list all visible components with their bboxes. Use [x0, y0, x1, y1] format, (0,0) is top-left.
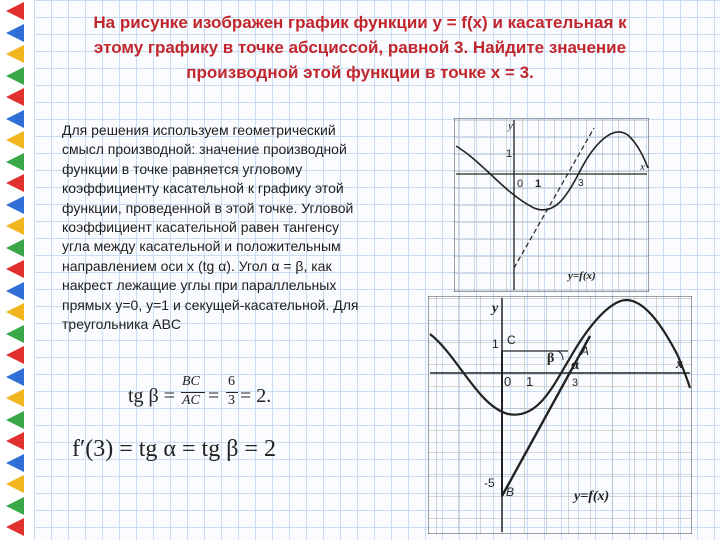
top-y-label: y	[508, 120, 513, 132]
triangle-ribbon-icon	[6, 368, 24, 386]
beta-label: β	[547, 351, 555, 366]
triangle-ribbon-icon	[6, 389, 24, 407]
triangle-ribbon	[0, 0, 34, 540]
bottom-one-y: 1	[492, 337, 499, 351]
bottom-three-x: 3	[572, 377, 579, 389]
solution-line: коэффициент касательной равен тангенсу	[62, 219, 340, 236]
title-line-2: этому графику в точке абсциссой, равной 3. Найдите значение	[93, 38, 627, 57]
top-graph	[454, 118, 649, 292]
triangle-ribbon-icon	[6, 454, 24, 472]
triangle-ribbon-icon	[6, 88, 24, 106]
triangle-ribbon-icon	[6, 518, 24, 536]
triangle-ribbon-icon	[6, 110, 24, 128]
bottom-x-label: x	[676, 357, 683, 372]
triangle-ribbon-icon	[6, 2, 24, 20]
solution-line: функции в точке равняется угловому	[62, 160, 303, 177]
triangle-ribbon-icon	[6, 153, 24, 171]
fraction-ac-denominator: AC	[182, 393, 200, 408]
formula-lhs: tg β =	[128, 385, 176, 407]
solution-text	[62, 121, 407, 334]
triangle-ribbon-icon	[6, 174, 24, 192]
fraction-denominator-three: 3	[228, 393, 235, 408]
bottom-minus-five: -5	[484, 476, 495, 490]
point-c-label: C	[507, 333, 516, 347]
solution-line: коэффициенту касательной к графику этой	[62, 180, 344, 197]
solution-line: прямых y=0, y=1 и секущей-касательной. Для	[62, 296, 359, 313]
top-graph-grid	[454, 118, 649, 292]
top-function-label: y=f(x)	[568, 270, 596, 282]
problem-title	[40, 10, 680, 85]
triangle-ribbon-icon	[6, 411, 24, 429]
triangle-ribbon-icon	[6, 475, 24, 493]
triangle-ribbon-icon	[6, 325, 24, 343]
triangle-ribbon-icon	[6, 497, 24, 515]
title-line-1: На рисунке изображен график функции y = f(x) и касательная к	[93, 13, 627, 32]
bottom-y-label: y	[492, 301, 499, 316]
alpha-label: α	[571, 358, 579, 373]
top-one-y: 1	[506, 148, 513, 160]
triangle-ribbon-icon	[6, 45, 24, 63]
triangle-ribbon-icon	[6, 432, 24, 450]
solution-line: треугольника ABC	[62, 316, 182, 333]
triangle-ribbon-icon	[6, 131, 24, 149]
solution-line: смысл производной: значение производной	[62, 141, 347, 158]
solution-line: функции, проведенной в этой точке. Угловой	[62, 199, 354, 216]
formula-equals: =	[208, 385, 220, 407]
bottom-graph	[428, 296, 692, 534]
solution-line: угла между касательной и положительным	[62, 238, 341, 255]
top-one-x: 1	[535, 178, 542, 190]
top-origin: 0	[517, 178, 524, 190]
point-b-label: B	[506, 485, 515, 499]
triangle-ribbon-icon	[6, 24, 24, 42]
triangle-ribbon-icon	[6, 217, 24, 235]
triangle-ribbon-icon	[6, 196, 24, 214]
point-a-label: A	[581, 344, 590, 358]
solution-line: накрест лежащие углы при параллельных	[62, 277, 337, 294]
bottom-one-x: 1	[526, 374, 534, 389]
triangle-ribbon-icon	[6, 303, 24, 321]
top-x-label: x	[640, 161, 645, 173]
derivative-formula: f′(3) = tg α = tg β = 2	[72, 436, 276, 462]
triangle-ribbon-icon	[6, 346, 24, 364]
triangle-ribbon-icon	[6, 239, 24, 257]
title-line-3: производной этой функции в точке x = 3.	[186, 63, 534, 82]
fraction-numerator-six: 6	[228, 374, 235, 389]
bottom-origin: 0	[504, 374, 512, 389]
solution-line: направлением оси x (tg α). Угол α = β, как	[62, 257, 332, 274]
triangle-ribbon-icon	[6, 67, 24, 85]
bottom-graph-grid	[428, 296, 692, 534]
formula-result: = 2.	[240, 385, 272, 407]
top-three-x: 3	[578, 178, 584, 189]
fraction-bc-numerator: BC	[182, 374, 200, 389]
solution-line: Для решения используем геометрический	[62, 122, 336, 138]
bottom-function-label: y=f(x)	[574, 489, 610, 504]
triangle-ribbon-icon	[6, 260, 24, 278]
triangle-ribbon-icon	[6, 282, 24, 300]
